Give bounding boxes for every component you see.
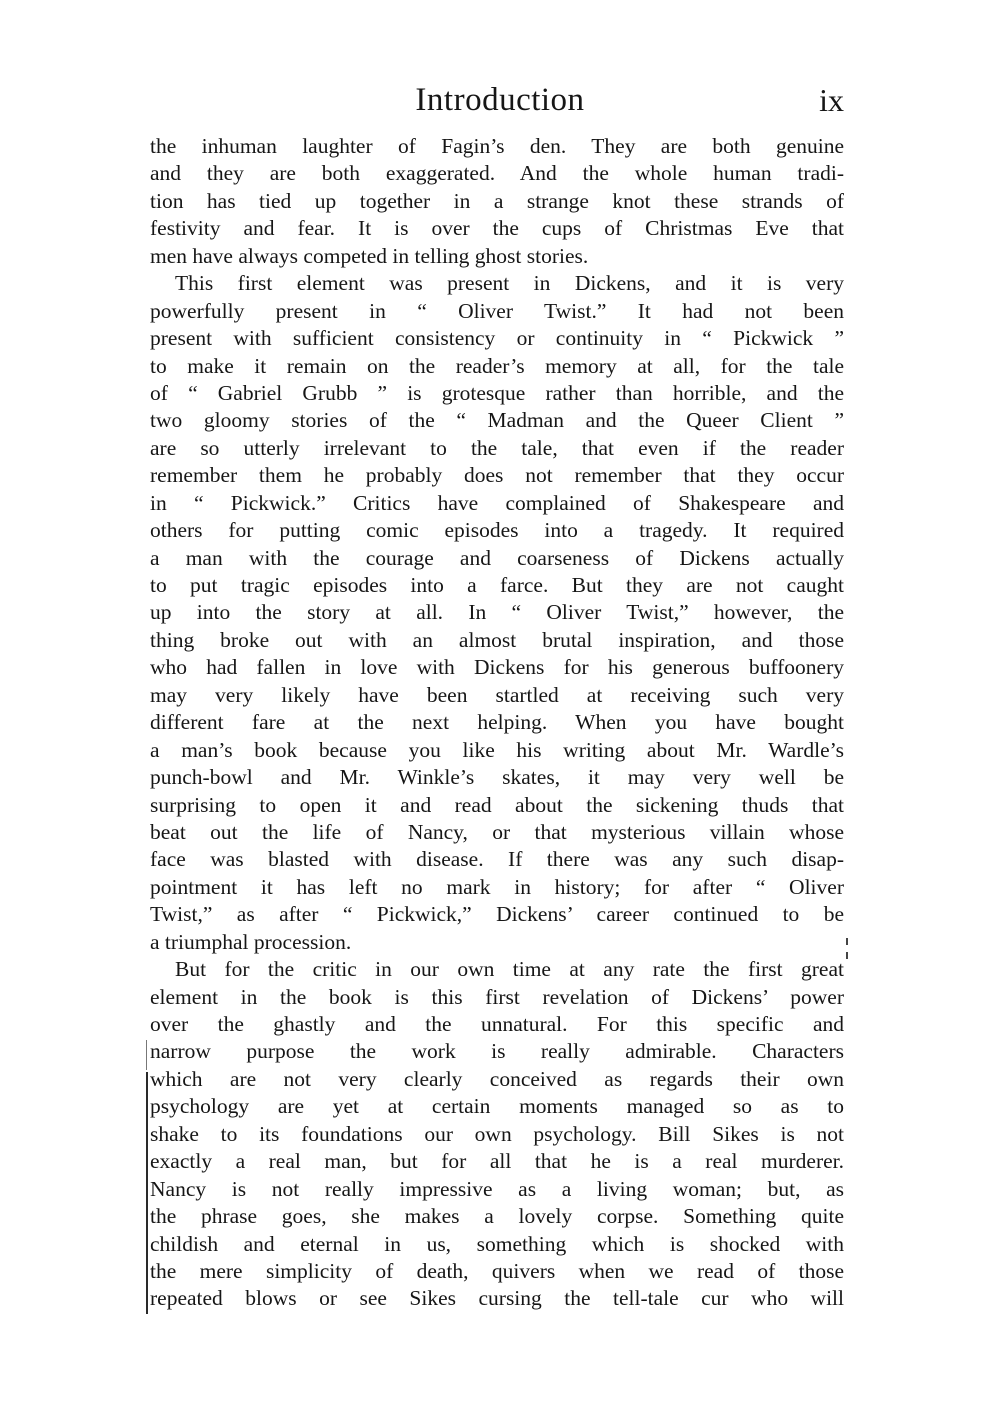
text-line: punch-bowl and Mr. Winkle’s skates, it may very well be: [150, 765, 844, 790]
text-line: exactly a real man, but for all that he is a real murderer.: [150, 1149, 844, 1174]
text-line: Twist,” as after “ Pickwick,” Dickens’ career continued to be: [150, 902, 844, 927]
print-speck: [846, 938, 848, 945]
text-line: festivity and fear. It is over the cups of Christmas Eve that: [150, 216, 844, 241]
text-line: others for putting comic episodes into a tragedy. It required: [150, 518, 844, 543]
text-line: a triumphal procession.: [150, 929, 352, 954]
text-line: to make it remain on the reader’s memory at all, for the tale: [150, 353, 844, 378]
text-line: are so utterly irrelevant to the tale, that even if the reader: [150, 435, 844, 460]
text-line: psychology are yet at certain moments managed so as to: [150, 1094, 844, 1119]
page-header: [150, 78, 850, 122]
text-line: present with sufficient consistency or continuity in “ Pickwick ”: [150, 326, 844, 351]
text-line: may very likely have been startled at receiving such very: [150, 682, 844, 707]
text-line: remember them he probably does not remember that they occur: [150, 463, 844, 488]
text-line: the mere simplicity of death, quivers when we read of those: [150, 1258, 844, 1283]
text-line: to put tragic episodes into a farce. But they are not caught: [150, 573, 844, 597]
text-line: two gloomy stories of the “ Madman and the Queer Client ”: [150, 408, 844, 433]
margin-rule: [146, 1072, 148, 1314]
text-line: over the ghastly and the unnatural. For this specific and: [150, 1012, 844, 1036]
paragraph: [150, 956, 844, 1313]
text-line: different fare at the next helping. When you have bought: [150, 710, 844, 735]
text-line: shake to its foundations our own psychology. Bill Sikes is not: [150, 1121, 844, 1146]
paragraph: [150, 270, 844, 956]
text-line: a man with the courage and coarseness of Dickens actually: [150, 545, 844, 570]
text-line: which are not very clearly conceived as regards their own: [150, 1066, 844, 1091]
text-line: surprising to open it and read about the sickening thuds that: [150, 792, 844, 817]
text-line: of “ Gabriel Grubb ” is grotesque rather than horrible, and the: [150, 380, 844, 405]
text-line: men have always competed in telling ghost stories.: [150, 243, 589, 268]
text-line: who had fallen in love with Dickens for his generous buffoonery: [150, 655, 844, 680]
page-number: ix: [819, 82, 844, 118]
text-line: up into the story at all. In “ Oliver Twist,” however, the: [150, 600, 844, 625]
text-line: narrow purpose the work is really admirable. Characters: [150, 1039, 844, 1064]
text-line: a man’s book because you like his writing about Mr. Wardle’s: [150, 737, 844, 762]
text-line: pointment it has left no mark in history; for after “ Oliver: [150, 874, 844, 899]
text-line: the phrase goes, she makes a lovely corpse. Something quite: [150, 1204, 844, 1229]
running-title: Introduction: [415, 82, 585, 118]
text-line: tion has tied up together in a strange knot these strands of: [150, 188, 844, 213]
text-line: in “ Pickwick.” Critics have complained of Shakespeare and: [150, 490, 844, 515]
text-line: face was blasted with disease. If there was any such disap-: [150, 847, 844, 872]
text-line: This first element was present in Dickens, and it is very: [175, 271, 844, 296]
text-line: powerfully present in “ Oliver Twist.” It had not been: [150, 298, 844, 323]
text-line: the inhuman laughter of Fagin’s den. They are both genuine: [150, 134, 844, 158]
margin-mark: [146, 1040, 147, 1070]
text-line: But for the critic in our own time at any rate the first great: [175, 957, 844, 982]
body-text: [150, 133, 844, 1313]
text-line: childish and eternal in us, something which is shocked with: [150, 1231, 844, 1256]
text-line: Nancy is not really impressive as a living woman; but, as: [150, 1176, 844, 1201]
text-line: element in the book is this first revelation of Dickens’ power: [150, 984, 844, 1009]
paragraph: [150, 133, 844, 270]
text-line: beat out the life of Nancy, or that mysterious villain whose: [150, 819, 844, 844]
print-speck: [846, 952, 848, 959]
text-line: thing broke out with an almost brutal inspiration, and those: [150, 627, 844, 652]
text-line: and they are both exaggerated. And the whole human tradi-: [150, 161, 844, 186]
text-line: repeated blows or see Sikes cursing the tell-tale cur who will: [150, 1286, 844, 1311]
